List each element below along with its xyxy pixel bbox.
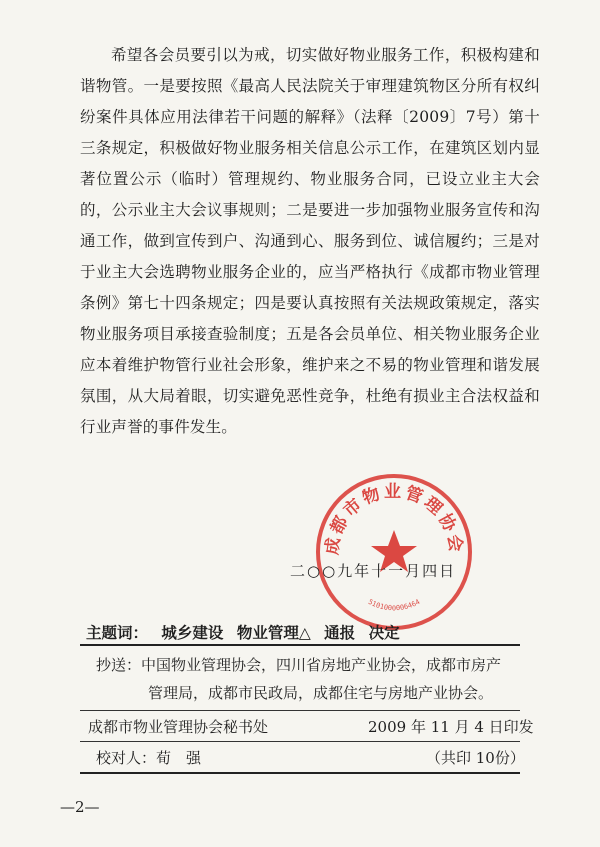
issue-date: 二○○九年十一月四日: [290, 562, 457, 580]
page-number: —2—: [60, 798, 100, 816]
cc-line: 中国物业管理协会，四川省房地产业协会，成都市房产: [141, 656, 502, 674]
print-date: 2009 年 11 月 4 日印发: [368, 718, 534, 736]
seal-code: 5101000006464: [366, 597, 422, 613]
divider: [80, 710, 520, 711]
topic-word: 物业管理△: [236, 624, 311, 642]
divider: [80, 644, 520, 646]
seal-org-name: 成都市物业管理协会: [322, 482, 466, 557]
proofreader: 校对人：荀 强: [96, 749, 202, 767]
body-text: [80, 40, 540, 443]
issuing-office: 成都市物业管理协会秘书处: [88, 718, 269, 736]
body-paragraph: 希望各会员要引以为戒，切实做好物业服务工作，积极构建和谐物管。一是要按照《最高人民法院关于审理建筑物区分所有权纠纷案件具体应用法律若干问题的解释》（法释〔2009〕7号）第十三条规定，积极做好物业服务相关信息公示工作，在建筑区划内显著位置公示（临时）管理规约、物业服务合同，已设立业主大会的，公示业主大会议事规则；二是要进一步加强物业服务宣传和沟通工作，做到宣传到户、沟通到心、服务到位、诚信履约；三是对于业主大会选聘物业服务企业的，应当严格执行《成都市物业管理条例》第七十四条规定；四是要认真按照有关法规政策规定，落实物业服务项目承接查验制度；五是各会员单位、相关物业服务企业应本着维护物管行业社会形象，维护来之不易的物业管理和谐发展氛围，从大局着眼，切实避免恶性竞争，杜绝有损业主合法权益和行业声誉的事件发生。: [80, 46, 540, 436]
cc-list: [96, 651, 526, 707]
topic-words: [86, 621, 546, 643]
copy-count: （共印 10份）: [426, 749, 525, 767]
cc-label: 抄送：: [96, 656, 142, 674]
divider: [80, 741, 520, 742]
topic-word: 城乡建设: [161, 624, 224, 642]
official-seal: [310, 468, 478, 636]
topic-word: 通报: [324, 624, 356, 642]
topic-label: 主题词：: [86, 624, 149, 642]
cc-line: 管理局，成都市民政局，成都住宅与房地产业协会。: [148, 684, 494, 702]
topic-word: 决定: [368, 624, 400, 642]
divider: [80, 772, 520, 774]
